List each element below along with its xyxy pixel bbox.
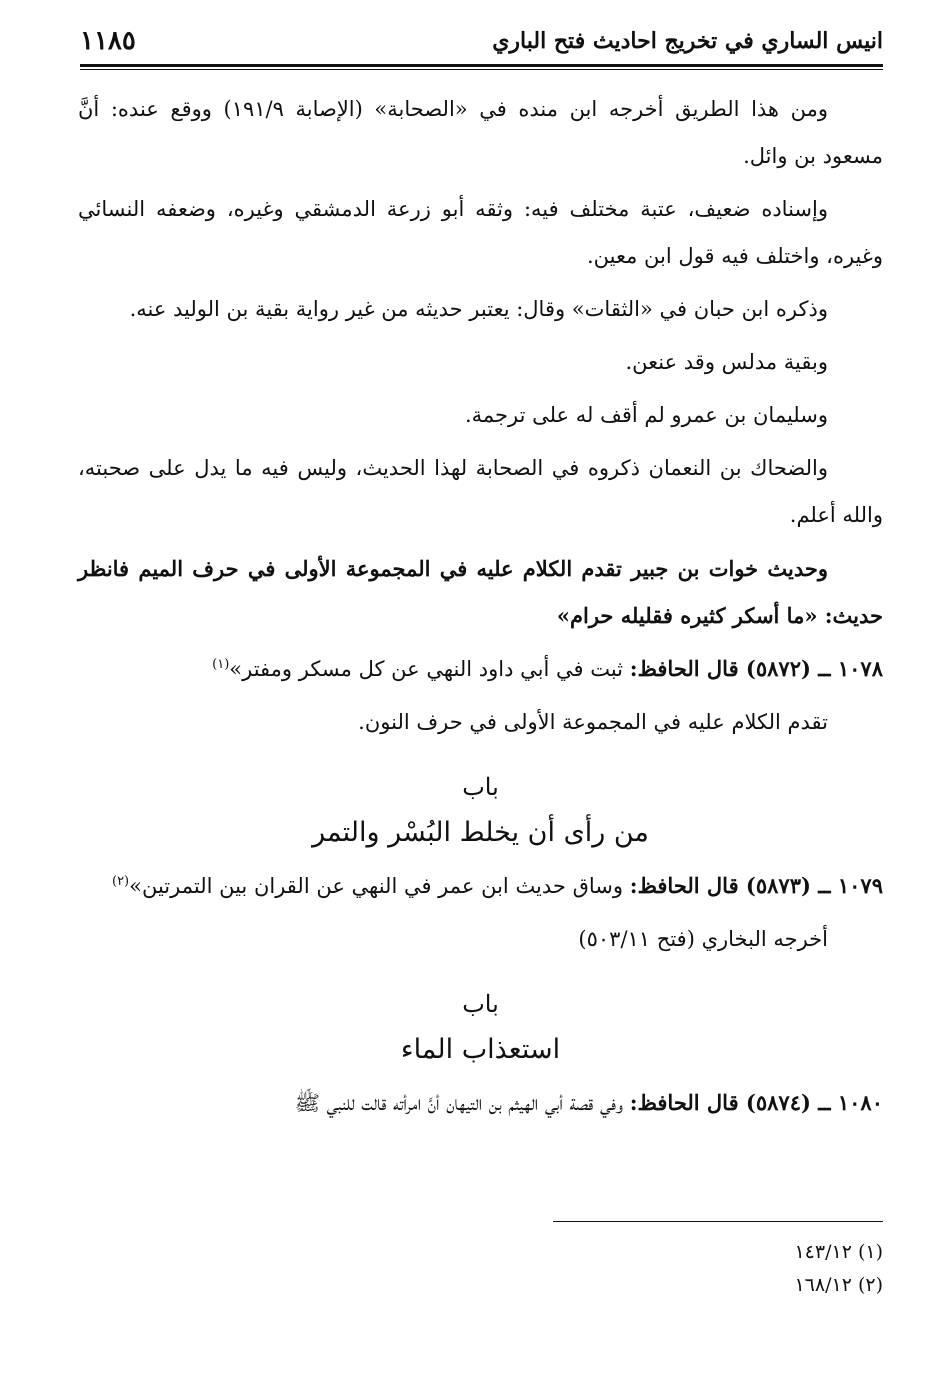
page-header: [80, 22, 883, 62]
paragraph: وذكره ابن حبان في «الثقات» وقال: يعتبر حديثه من غير رواية بقية بن الوليد عنه.: [129, 297, 828, 321]
entry-heading: ١٠٧٨ ــ (٥٨٧٢) قال الحافظ:: [629, 656, 883, 681]
chapter-label: باب: [462, 773, 499, 801]
entry-text: ثبت في أبي داود النهي عن كل مسكر ومفتر»: [229, 657, 624, 681]
hadith-entry-1080: [78, 1079, 883, 1127]
footnote: (١) ١٤٣/١٢: [794, 1241, 883, 1263]
hadith-entry-1078: [78, 645, 883, 693]
footnote-marker: (١): [212, 657, 230, 672]
paragraph: والضحاك بن النعمان ذكروه في الصحابة لهذا الحديث، وليس فيه ما يدل على صحبته، والله أعلم.: [78, 456, 883, 527]
chapter-label: باب: [462, 990, 499, 1018]
paragraph: أخرجه البخاري (فتح ٥٠٣/١١): [578, 927, 828, 951]
main-text: [78, 86, 883, 1133]
paragraph: ومن هذا الطريق أخرجه ابن منده في «الصحابة» (الإصابة ١٩١/٩) ووقع عنده: أنَّ مسعود بن وائل.: [78, 97, 883, 168]
running-title: انيس الساري في تخريج احاديث فتح الباري: [492, 28, 883, 54]
paragraph: وإسناده ضعيف، عتبة مختلف فيه: وثقه أبو زرعة الدمشقي وغيره، وضعفه النسائي وغيره، واختلف فيه قول ابن معين.: [78, 197, 883, 268]
hadith-entry-1079: [78, 862, 883, 910]
paragraph: تقدم الكلام عليه في المجموعة الأولى في حرف النون.: [358, 710, 828, 734]
entry-heading: ١٠٧٩ ــ (٥٨٧٣) قال الحافظ:: [629, 873, 883, 898]
entry-text: وفي قصة أبي الهيثم بن التيهان أنَّ امرأته قالت للنبي ﷺ: [294, 1091, 624, 1115]
chapter-title: من رأى أن يخلط البُسْر والتمر: [312, 817, 649, 848]
entry-text: وساق حديث ابن عمر في النهي عن القران بين التمرتين»: [129, 874, 624, 898]
footnote-separator: [553, 1221, 883, 1222]
paragraph: وسليمان بن عمرو لم أقف له على ترجمة.: [464, 403, 828, 427]
footnote-marker: (٢): [111, 874, 130, 889]
page-number: ١١٨٥: [80, 26, 136, 56]
header-rule: [80, 64, 883, 67]
footnote: (٢) ١٦٨/١٢: [794, 1274, 883, 1296]
footnotes: [794, 1236, 883, 1302]
header-rule-thin: [80, 69, 883, 70]
entry-heading: ١٠٨٠ ــ (٥٨٧٤) قال الحافظ:: [629, 1090, 883, 1115]
paragraph: وحديث خوات بن جبير تقدم الكلام عليه في المجموعة الأولى في حرف الميم فانظر حديث: «ما أسكر كثيره فقليله حرام»: [78, 556, 883, 628]
chapter-title: استعذاب الماء: [400, 1034, 561, 1065]
paragraph: وبقية مدلس وقد عنعن.: [625, 350, 828, 374]
